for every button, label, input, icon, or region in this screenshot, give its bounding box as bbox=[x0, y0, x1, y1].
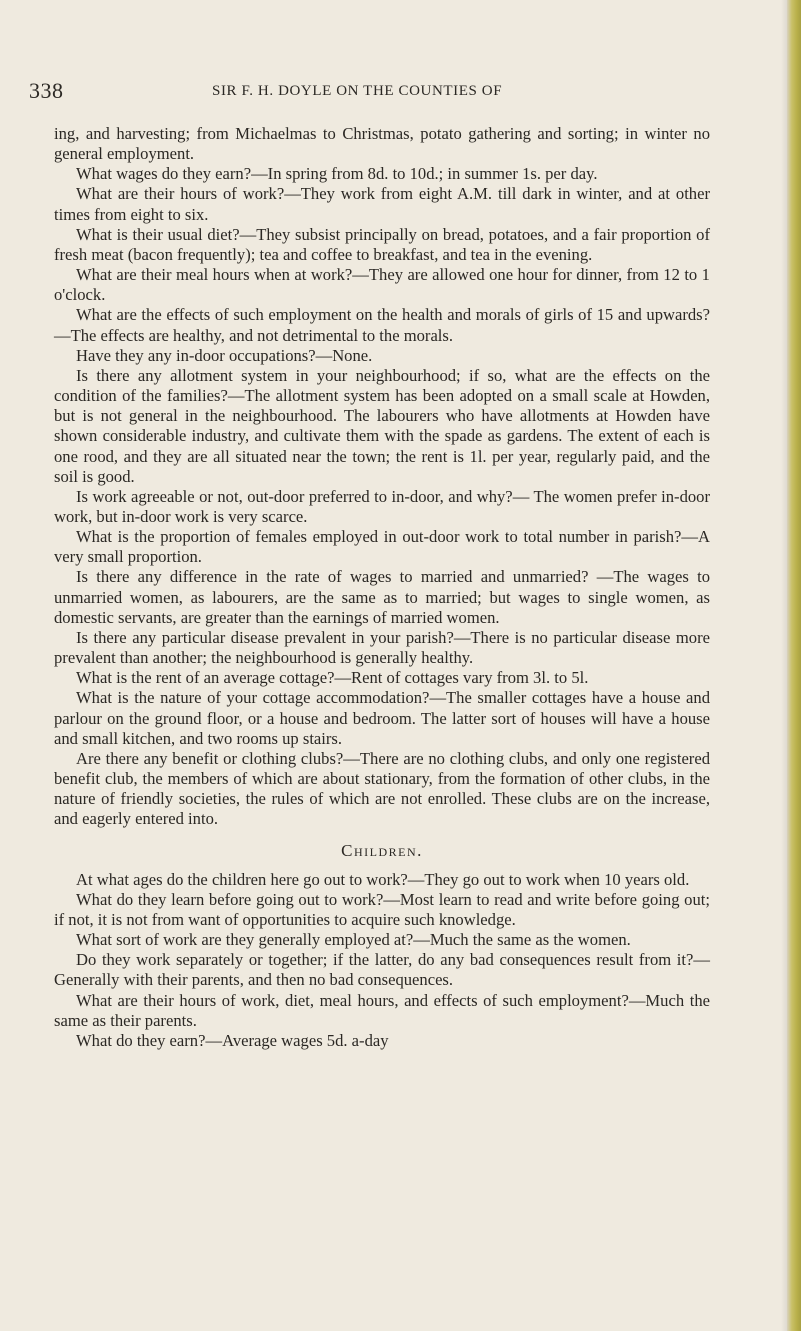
question-text: What wages do they earn? bbox=[76, 164, 252, 184]
answer-text: —Average wages 5d. a-day bbox=[205, 1030, 389, 1050]
paragraph bbox=[54, 305, 710, 345]
answer-text: — The women prefer in-door work, but in-door work is very scarce. bbox=[54, 486, 710, 526]
paragraph bbox=[54, 164, 710, 184]
question-text: What do they earn? bbox=[76, 1030, 206, 1050]
answer-text: —A very small proportion. bbox=[54, 527, 710, 567]
question-text: Is there any difference in the rate of wages to married and unmarried? bbox=[76, 567, 589, 587]
answer-text: —They are allowed one hour for dinner, from 12 to 1 o'clock. bbox=[54, 265, 710, 305]
question-text: What sort of work are they generally employed at? bbox=[76, 930, 414, 950]
answer-text: —The smaller cottages have a house and parlour on the ground floor, or a house and bedroom. The latter sort of houses will have a house and small kitchen, and two rooms up stairs. bbox=[54, 688, 710, 748]
question-text: What is the nature of your cottage accommodation? bbox=[76, 688, 430, 708]
question-text: What are their hours of work, diet, meal hours, and effects of such employment? bbox=[76, 990, 629, 1010]
paragraph bbox=[54, 870, 710, 890]
question-text: Is there any allotment system in your neighbourhood; if so, what are the effects on the condition of the families? bbox=[54, 365, 710, 406]
answer-text: —Much the same as their parents. bbox=[54, 990, 710, 1030]
paragraph bbox=[54, 366, 710, 487]
answer-text: —They go out to work when 10 years old. bbox=[407, 869, 690, 889]
answer-text: —None. bbox=[315, 345, 373, 365]
question-text: Have they any in-door occupations? bbox=[76, 345, 316, 365]
answer-text: —There is no particular disease more prevalent than another; the neighbourhood is generally healthy. bbox=[54, 627, 710, 668]
paragraph bbox=[54, 527, 710, 567]
question-text: What are their meal hours when at work? bbox=[76, 265, 353, 285]
paragraph bbox=[54, 749, 710, 830]
answer-text: ing, and harvesting; from Michaelmas to Christmas, potato gathering and sorting; in winter no general employment. bbox=[54, 124, 710, 164]
answer-text: —They work from eight A.M. till dark in winter, and at other times from eight to six. bbox=[54, 184, 710, 224]
question-text: What are the effects of such employment on the health and morals of girls of 15 and upwards? bbox=[76, 305, 710, 325]
answer-text: —Most learn to read and write before going out; if not, it is not from want of opportunities to acquire such knowledge. bbox=[54, 889, 710, 929]
paragraph bbox=[54, 890, 710, 930]
question-text: What are their hours of work? bbox=[76, 184, 285, 204]
question-text: What is their usual diet? bbox=[76, 224, 240, 244]
answer-text: —There are no clothing clubs, and only one registered benefit club, the members of which are about stationary, from the formation of other clubs, in the nature of friendly societies, the rules of which are not enrolled. These clubs are on the increase, and eagerly entered into. bbox=[54, 748, 710, 829]
answer-text: —Generally with their parents, and then no bad consequences. bbox=[54, 950, 710, 990]
page-header bbox=[29, 78, 729, 110]
question-text: What is the proportion of females employed in out-door work to total number in parish? bbox=[76, 527, 682, 547]
children-section bbox=[54, 870, 710, 1051]
paragraph bbox=[54, 930, 710, 950]
answer-text: —Much the same as the women. bbox=[413, 930, 631, 950]
paragraph bbox=[54, 628, 710, 668]
body-text bbox=[54, 124, 710, 1051]
paragraph bbox=[54, 346, 710, 366]
running-head: SIR F. H. DOYLE ON THE COUNTIES OF bbox=[212, 83, 503, 99]
answer-text: —In spring from 8d. to 10d.; in summer 1s. per day. bbox=[251, 164, 598, 184]
question-text: Do they work separately or together; if the latter, do any bad consequences result from it? bbox=[76, 950, 694, 970]
question-text: Is work agreeable or not, out-door preferred to in-door, and why? bbox=[76, 486, 513, 506]
question-text: What is the rent of an average cottage? bbox=[76, 668, 335, 688]
book-edge bbox=[787, 0, 801, 1331]
women-section bbox=[54, 124, 710, 829]
paragraph bbox=[54, 567, 710, 627]
paragraph bbox=[54, 668, 710, 688]
answer-text: —The allotment system has been adopted on a small scale at Howden, but is not general in the neighbourhood. The labourers who have allotments at Howden have shown considerable industry, and cultivate them with the spade as gardens. The extent of each is one rood, and they are all situated near the town; the rent is 1l. per year, regularly paid, and the soil is good. bbox=[54, 386, 711, 486]
paragraph bbox=[54, 124, 710, 164]
answer-text: —Rent of cottages vary from 3l. to 5l. bbox=[334, 668, 589, 688]
page-number: 338 bbox=[29, 78, 64, 103]
question-text: What do they learn before going out to work? bbox=[76, 889, 384, 909]
paragraph bbox=[54, 688, 710, 748]
section-heading-children: Children. bbox=[341, 841, 423, 861]
question-text: Are there any benefit or clothing clubs? bbox=[76, 748, 344, 768]
answer-text: —They subsist principally on bread, potatoes, and a fair proportion of fresh meat (bacon frequently); tea and coffee to breakfast, and tea in the evening. bbox=[54, 224, 710, 264]
paragraph bbox=[54, 184, 710, 224]
paragraph bbox=[54, 265, 710, 305]
answer-text: —The wages to unmarried women, as labourers, are the same as to married; but wages to single women, as domestic servants, are greater than the earnings of married women. bbox=[54, 567, 711, 627]
question-text: Is there any particular disease prevalent in your parish? bbox=[76, 627, 454, 647]
paragraph bbox=[54, 487, 710, 527]
paragraph bbox=[54, 1031, 710, 1051]
paragraph bbox=[54, 991, 710, 1031]
question-text: At what ages do the children here go out to work? bbox=[76, 869, 408, 889]
paragraph bbox=[54, 950, 710, 990]
answer-text: —The effects are healthy, and not detrimental to the morals. bbox=[54, 325, 454, 345]
paragraph bbox=[54, 225, 710, 265]
